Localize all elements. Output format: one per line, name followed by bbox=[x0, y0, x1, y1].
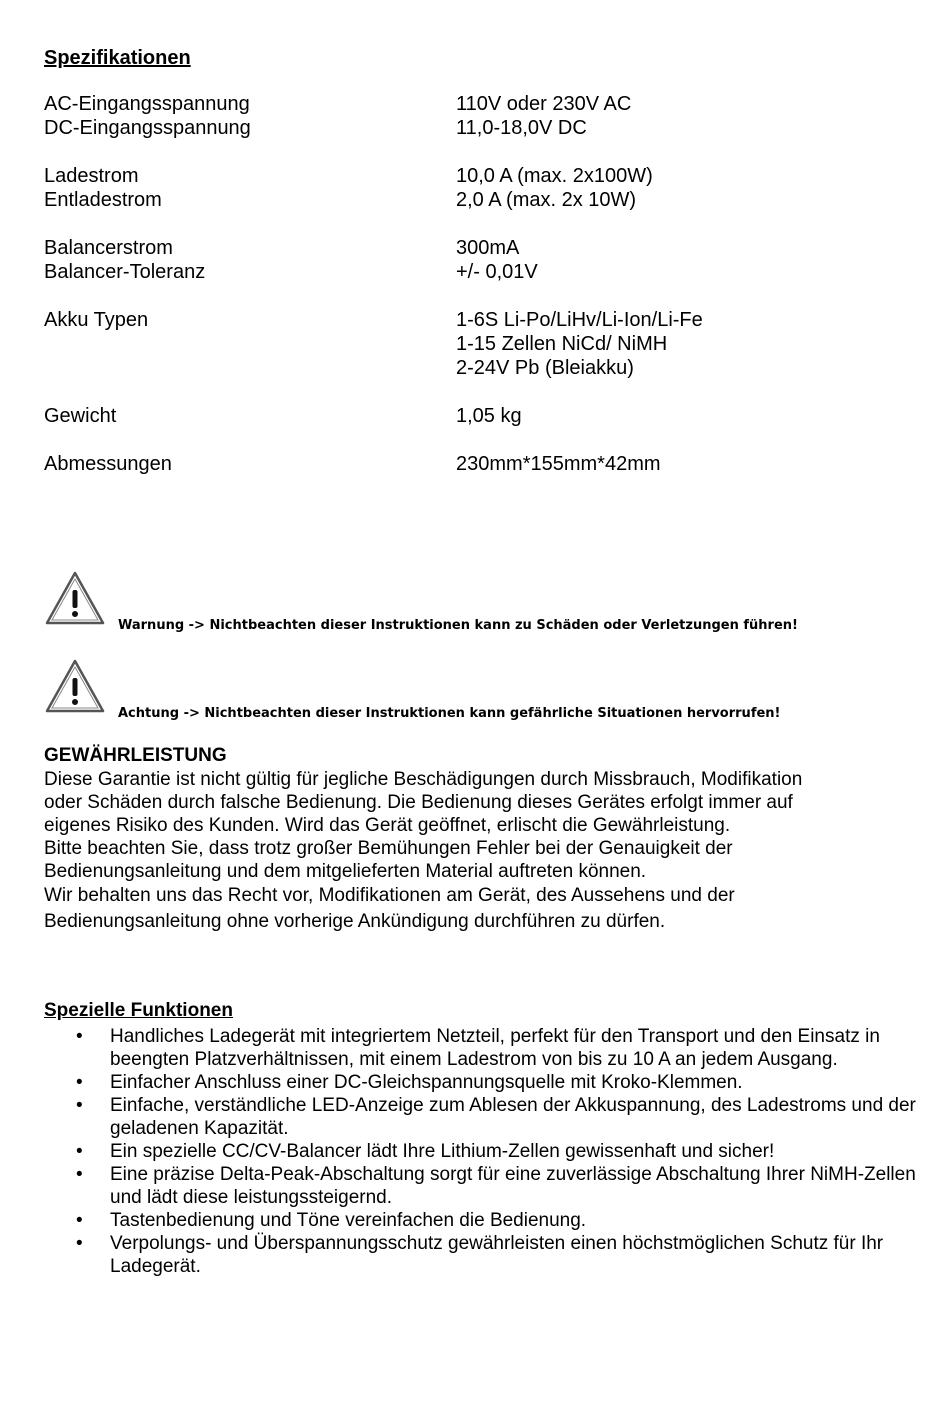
spec-value: 230mm*155mm*42mm bbox=[456, 453, 661, 475]
warranty-text bbox=[44, 768, 904, 933]
feature-item bbox=[44, 1140, 924, 1163]
spec-value: 10,0 A (max. 2x100W) bbox=[456, 165, 653, 187]
spec-label: Balancerstrom bbox=[44, 237, 173, 259]
spec-label: Balancer-Toleranz bbox=[44, 261, 206, 283]
spec-value: 2-24V Pb (Bleiakku) bbox=[456, 357, 634, 379]
warranty-line: Wir behalten uns das Recht vor, Modifikationen am Gerät, des Aussehens und der bbox=[44, 885, 735, 906]
feature-item bbox=[44, 1071, 924, 1094]
warranty-line: Bedienungsanleitung und dem mitgelieferten Material auftreten können. bbox=[44, 861, 647, 882]
warning-triangle-icon bbox=[44, 658, 106, 714]
warranty-line: Bedienungsanleitung ohne vorherige Ankündigung durchführen zu dürfen. bbox=[44, 911, 666, 932]
feature-item bbox=[44, 1025, 924, 1071]
feature-text: Eine präzise Delta-Peak-Abschaltung sorgt für eine zuverlässige Abschaltung Ihrer NiMH-Zellen und lädt diese leistungssteigernd. bbox=[110, 1164, 916, 1208]
features-list bbox=[44, 1025, 924, 1278]
feature-item bbox=[44, 1232, 924, 1278]
spec-value: 110V oder 230V AC bbox=[456, 93, 632, 115]
feature-text: Handliches Ladegerät mit integriertem Netzteil, perfekt für den Transport und den Einsatz in beengten Platzverhältnissen, mit einem Ladestrom von bis zu 10 A an jedem Ausgang. bbox=[110, 1026, 880, 1070]
feature-text: Tastenbedienung und Töne vereinfachen die Bedienung. bbox=[110, 1210, 587, 1231]
bullet: • bbox=[76, 1072, 83, 1093]
spec-value: +/- 0,01V bbox=[456, 261, 538, 283]
caution-text: Achtung -> Nichtbeachten dieser Instruktionen kann gefährliche Situationen hervorrufen! bbox=[118, 706, 781, 721]
spec-label: Gewicht bbox=[44, 405, 117, 427]
spec-value: 300mA bbox=[456, 237, 520, 259]
warranty-heading: GEWÄHRLEISTUNG bbox=[44, 745, 227, 766]
specs-heading: Spezifikationen bbox=[44, 47, 191, 69]
warranty-line: Diese Garantie ist nicht gültig für jegliche Beschädigungen durch Missbrauch, Modifikation bbox=[44, 769, 803, 790]
spec-label: Akku Typen bbox=[44, 309, 149, 331]
feature-text: Einfache, verständliche LED-Anzeige zum Ablesen der Akkuspannung, des Ladestroms und der geladenen Kapazität. bbox=[110, 1095, 916, 1139]
feature-text: Verpolungs- und Überspannungsschutz gewährleisten einen höchstmöglichen Schutz für Ihr Ladegerät. bbox=[110, 1233, 884, 1277]
bullet: • bbox=[76, 1141, 83, 1162]
warranty-line: Bitte beachten Sie, dass trotz großer Bemühungen Fehler bei der Genauigkeit der bbox=[44, 838, 733, 859]
feature-text: Einfacher Anschluss einer DC-Gleichspannungsquelle mit Kroko-Klemmen. bbox=[110, 1072, 743, 1093]
warranty-line: oder Schäden durch falsche Bedienung. Die Bedienung dieses Gerätes erfolgt immer auf bbox=[44, 792, 793, 813]
feature-item bbox=[44, 1163, 924, 1209]
spec-label: AC-Eingangsspannung bbox=[44, 93, 250, 115]
feature-item bbox=[44, 1094, 924, 1140]
warranty-line: eigenes Risiko des Kunden. Wird das Gerät geöffnet, erlischt die Gewährleistung. bbox=[44, 815, 731, 836]
bullet: • bbox=[76, 1095, 83, 1116]
bullet: • bbox=[76, 1164, 83, 1185]
bullet: • bbox=[76, 1026, 83, 1047]
bullet: • bbox=[76, 1210, 83, 1231]
warning-text: Warnung -> Nichtbeachten dieser Instruktionen kann zu Schäden oder Verletzungen führen! bbox=[118, 618, 798, 633]
spec-label: Abmessungen bbox=[44, 453, 172, 475]
features-heading: Spezielle Funktionen bbox=[44, 1000, 233, 1021]
spec-value: 1,05 kg bbox=[456, 405, 522, 427]
spec-value: 1-15 Zellen NiCd/ NiMH bbox=[456, 333, 668, 355]
spec-label: DC-Eingangsspannung bbox=[44, 117, 251, 139]
spec-label: Entladestrom bbox=[44, 189, 162, 211]
spec-value: 2,0 A (max. 2x 10W) bbox=[456, 189, 637, 211]
spec-value: 11,0-18,0V DC bbox=[456, 117, 587, 139]
warning-triangle-icon bbox=[44, 570, 106, 626]
spec-value: 1-6S Li-Po/LiHv/Li-Ion/Li-Fe bbox=[456, 309, 703, 331]
feature-item bbox=[44, 1209, 924, 1232]
spec-label: Ladestrom bbox=[44, 165, 139, 187]
bullet: • bbox=[76, 1233, 83, 1254]
feature-text: Ein spezielle CC/CV-Balancer lädt Ihre Lithium-Zellen gewissenhaft und sicher! bbox=[110, 1141, 775, 1162]
